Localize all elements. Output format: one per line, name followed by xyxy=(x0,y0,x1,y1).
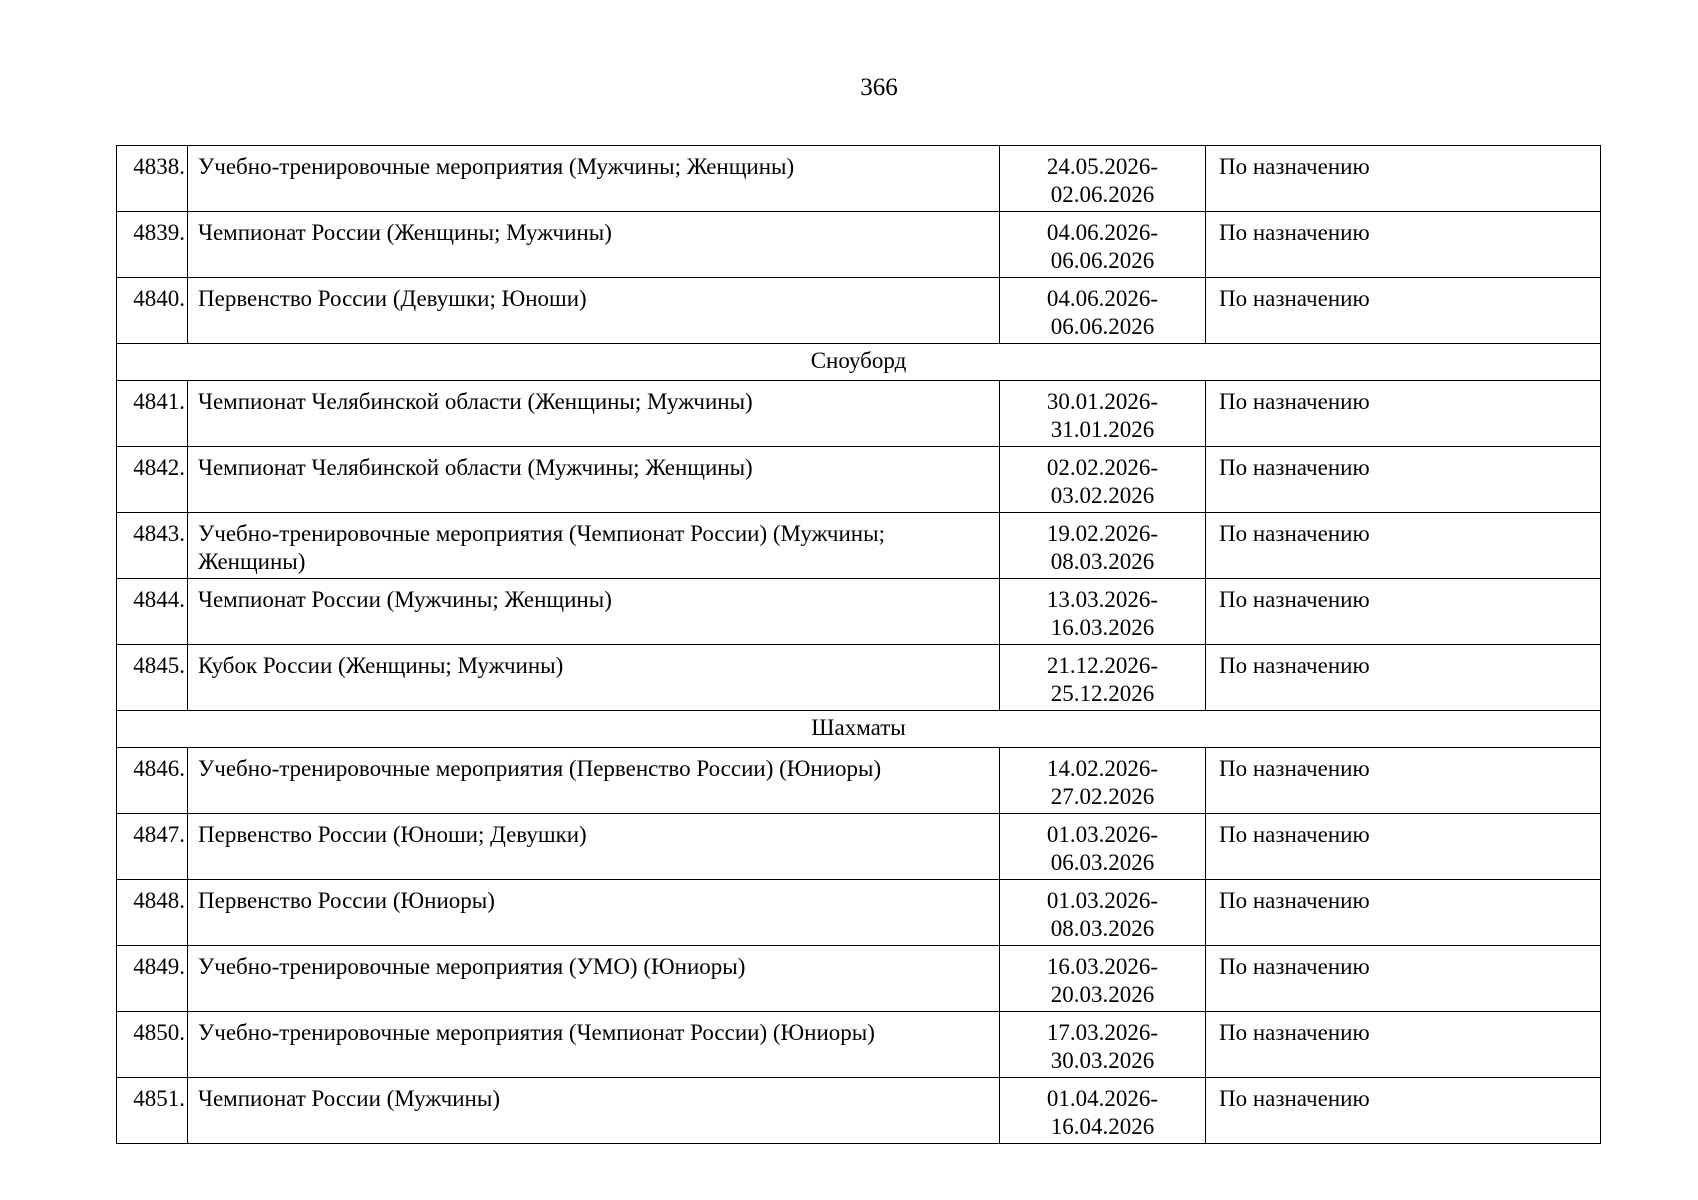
event-location: По назначению xyxy=(1206,513,1601,579)
date-from: 04.06.2026- xyxy=(1046,286,1159,311)
table-row xyxy=(117,579,1601,645)
date-to: 20.03.2026 xyxy=(1050,982,1155,1007)
event-location: По назначению xyxy=(1206,212,1601,278)
date-to: 27.02.2026 xyxy=(1050,784,1155,809)
event-number: 4848. xyxy=(117,880,188,946)
event-dates xyxy=(1000,278,1206,344)
event-number: 4844. xyxy=(117,579,188,645)
event-number: 4838. xyxy=(117,146,188,212)
event-number: 4846. xyxy=(117,748,188,814)
table-row xyxy=(117,381,1601,447)
event-dates xyxy=(1000,1012,1206,1078)
event-dates xyxy=(1000,645,1206,711)
section-title: Сноуборд xyxy=(117,344,1601,381)
table-row xyxy=(117,1078,1601,1144)
event-dates xyxy=(1000,880,1206,946)
event-dates xyxy=(1000,946,1206,1012)
table-row xyxy=(117,513,1601,579)
event-name: Учебно-тренировочные мероприятия (Первенство России) (Юниоры) xyxy=(188,748,1000,814)
event-location: По назначению xyxy=(1206,645,1601,711)
event-name: Чемпионат России (Мужчины; Женщины) xyxy=(188,579,1000,645)
event-dates xyxy=(1000,748,1206,814)
date-from: 04.06.2026- xyxy=(1046,220,1159,245)
table-row xyxy=(117,278,1601,344)
date-to: 06.06.2026 xyxy=(1050,314,1155,339)
events-table xyxy=(116,145,1601,1144)
event-number: 4841. xyxy=(117,381,188,447)
event-dates xyxy=(1000,513,1206,579)
event-name: Учебно-тренировочные мероприятия (Мужчины; Женщины) xyxy=(188,146,1000,212)
table-row xyxy=(117,814,1601,880)
event-number: 4839. xyxy=(117,212,188,278)
table-row xyxy=(117,880,1601,946)
event-dates xyxy=(1000,212,1206,278)
event-name: Чемпионат Челябинской области (Женщины; Мужчины) xyxy=(188,381,1000,447)
event-name: Первенство России (Юниоры) xyxy=(188,880,1000,946)
event-number: 4840. xyxy=(117,278,188,344)
page-number: 366 xyxy=(860,74,898,101)
event-number: 4849. xyxy=(117,946,188,1012)
section-header-row xyxy=(117,344,1601,381)
event-dates xyxy=(1000,146,1206,212)
event-location: По назначению xyxy=(1206,748,1601,814)
date-to: 02.06.2026 xyxy=(1050,182,1155,207)
date-from: 14.02.2026- xyxy=(1046,756,1159,781)
date-from: 13.03.2026- xyxy=(1046,587,1159,612)
date-to: 30.03.2026 xyxy=(1050,1048,1155,1073)
event-number: 4845. xyxy=(117,645,188,711)
event-location: По назначению xyxy=(1206,946,1601,1012)
event-location: По назначению xyxy=(1206,381,1601,447)
event-dates xyxy=(1000,579,1206,645)
date-from: 01.03.2026- xyxy=(1046,888,1159,913)
table-row xyxy=(117,748,1601,814)
event-location: По назначению xyxy=(1206,1078,1601,1144)
event-location: По назначению xyxy=(1206,880,1601,946)
date-from: 19.02.2026- xyxy=(1046,521,1159,546)
table-row xyxy=(117,1012,1601,1078)
event-dates xyxy=(1000,381,1206,447)
date-to: 03.02.2026 xyxy=(1050,483,1155,508)
event-dates xyxy=(1000,814,1206,880)
date-from: 17.03.2026- xyxy=(1046,1020,1159,1045)
event-number: 4843. xyxy=(117,513,188,579)
date-from: 01.03.2026- xyxy=(1046,822,1159,847)
event-number: 4847. xyxy=(117,814,188,880)
event-location: По назначению xyxy=(1206,579,1601,645)
date-from: 02.02.2026- xyxy=(1046,455,1159,480)
event-location: По назначению xyxy=(1206,146,1601,212)
event-dates xyxy=(1000,447,1206,513)
date-from: 21.12.2026- xyxy=(1046,653,1159,678)
event-number: 4842. xyxy=(117,447,188,513)
table-row xyxy=(117,146,1601,212)
event-name: Чемпионат России (Женщины; Мужчины) xyxy=(188,212,1000,278)
table-row xyxy=(117,946,1601,1012)
date-from: 30.01.2026- xyxy=(1046,389,1159,414)
event-name: Чемпионат Челябинской области (Мужчины; Женщины) xyxy=(188,447,1000,513)
event-name: Учебно-тренировочные мероприятия (Чемпионат России) (Юниоры) xyxy=(188,1012,1000,1078)
event-name: Кубок России (Женщины; Мужчины) xyxy=(188,645,1000,711)
event-name: Чемпионат России (Мужчины) xyxy=(188,1078,1000,1144)
date-to: 06.06.2026 xyxy=(1050,248,1155,273)
event-location: По назначению xyxy=(1206,447,1601,513)
event-location: По назначению xyxy=(1206,278,1601,344)
section-title: Шахматы xyxy=(117,711,1601,748)
table-row xyxy=(117,645,1601,711)
event-name: Учебно-тренировочные мероприятия (УМО) (Юниоры) xyxy=(188,946,1000,1012)
event-dates xyxy=(1000,1078,1206,1144)
date-to: 25.12.2026 xyxy=(1050,681,1155,706)
date-to: 08.03.2026 xyxy=(1050,549,1155,574)
event-number: 4850. xyxy=(117,1012,188,1078)
table-row xyxy=(117,212,1601,278)
event-name: Учебно-тренировочные мероприятия (Чемпионат России) (Мужчины; Женщины) xyxy=(188,513,1000,579)
date-from: 16.03.2026- xyxy=(1046,954,1159,979)
event-location: По назначению xyxy=(1206,1012,1601,1078)
date-to: 06.03.2026 xyxy=(1050,850,1155,875)
date-from: 01.04.2026- xyxy=(1046,1086,1159,1111)
event-location: По назначению xyxy=(1206,814,1601,880)
section-header-row xyxy=(117,711,1601,748)
event-number: 4851. xyxy=(117,1078,188,1144)
date-from: 24.05.2026- xyxy=(1046,154,1159,179)
date-to: 16.04.2026 xyxy=(1050,1114,1155,1139)
event-name: Первенство России (Юноши; Девушки) xyxy=(188,814,1000,880)
event-name: Первенство России (Девушки; Юноши) xyxy=(188,278,1000,344)
date-to: 16.03.2026 xyxy=(1050,615,1155,640)
date-to: 31.01.2026 xyxy=(1050,417,1155,442)
date-to: 08.03.2026 xyxy=(1050,916,1155,941)
table-row xyxy=(117,447,1601,513)
